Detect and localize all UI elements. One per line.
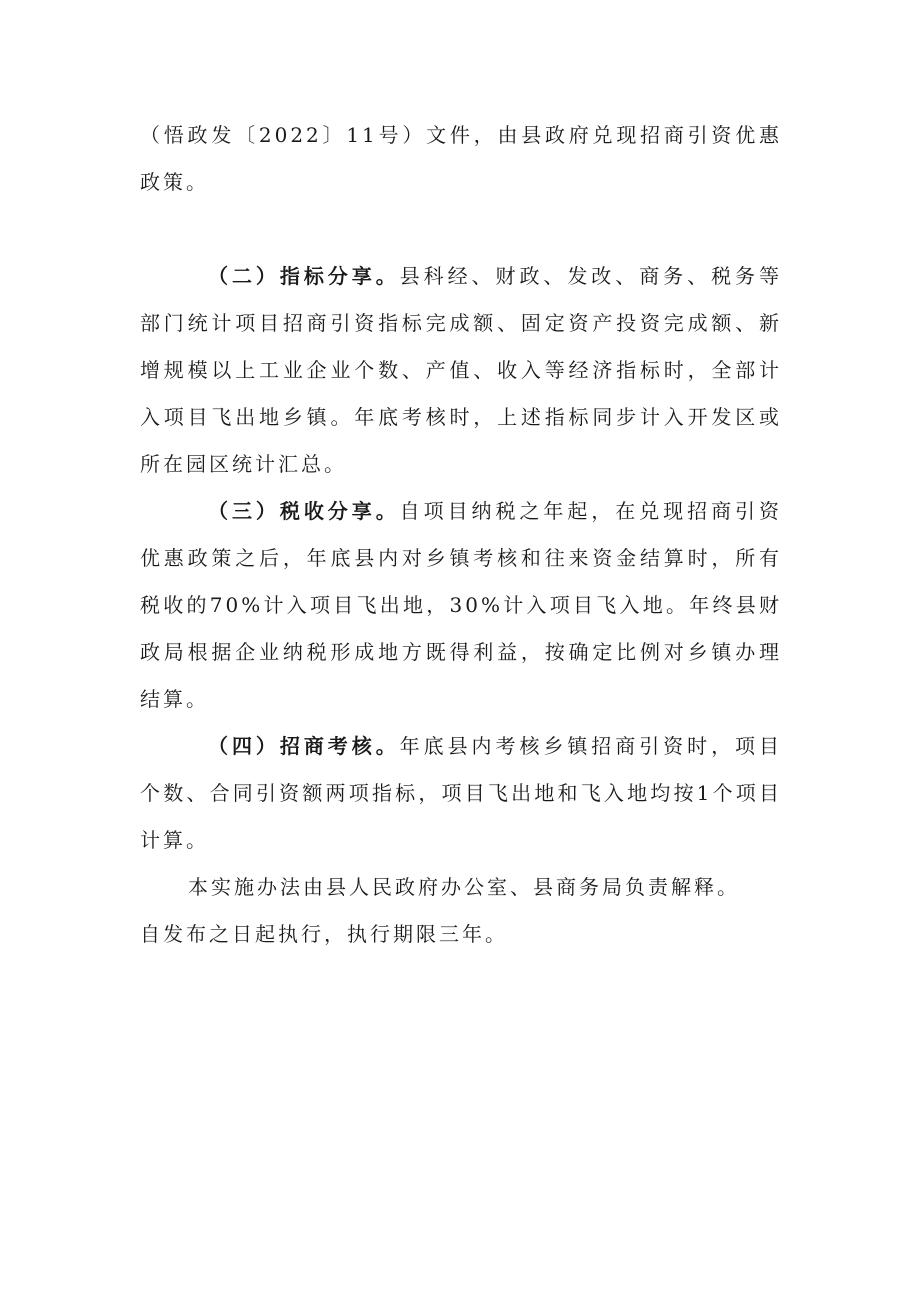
continuation-paragraph: （悟政发〔2022〕11号）文件，由县政府兑现招商引资优惠政策。: [140, 123, 782, 194]
section-4-body: 年底县内考核乡镇招商引资时，项目个数、合同引资额两项指标，项目飞出地和飞入地均按1个项目计算。: [140, 734, 783, 852]
section-4-heading: （四）招商考核。: [208, 734, 400, 758]
section-4-paragraph: [140, 723, 782, 864]
section-3-body: 自项目纳税之年起，在兑现招商引资优惠政策之后，年底县内对乡镇考核和往来资金结算时，所有税收的70%计入项目飞出地，30%计入项目飞入地。年终县财政局根据企业纳税形成地方既得利益，按确定比例对乡镇办理结算。: [140, 499, 783, 711]
document-page: [140, 112, 782, 958]
section-2-heading: （二）指标分享。: [208, 264, 400, 288]
effective-date-paragraph: 自发布之日起执行，执行期限三年。: [140, 922, 508, 946]
section-2-paragraph: [140, 253, 782, 488]
section-2-body: 县科经、财政、发改、商务、税务等部门统计项目招商引资指标完成额、固定资产投资完成额、新增规模以上工业企业个数、产值、收入等经济指标时，全部计入项目飞出地乡镇。年底考核时，上述指标同步计入开发区或所在园区统计汇总。: [140, 264, 783, 476]
section-3-paragraph: [140, 488, 782, 723]
section-3-heading: （三）税收分享。: [208, 499, 400, 523]
interpretation-paragraph: 本实施办法由县人民政府办公室、县商务局负责解释。: [188, 875, 740, 899]
